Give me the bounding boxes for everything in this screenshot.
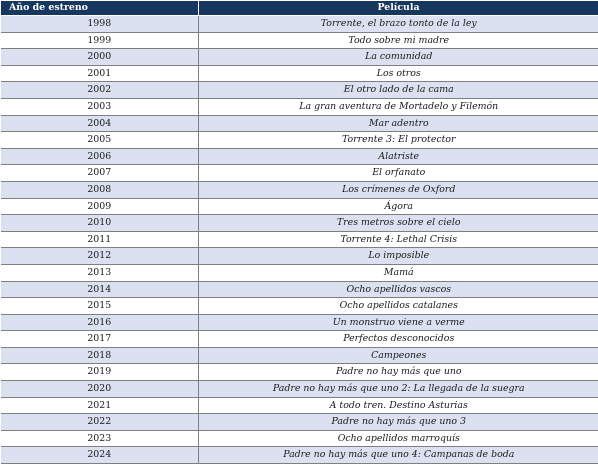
year-cell: 2021 bbox=[1, 397, 199, 414]
table-row bbox=[1, 248, 598, 265]
year-cell: 2019 bbox=[1, 364, 199, 381]
table-row bbox=[1, 314, 598, 331]
year-cell: 1998 bbox=[1, 16, 199, 33]
film-cell: Los otros bbox=[199, 65, 598, 82]
year-cell: 2016 bbox=[1, 314, 199, 331]
film-cell: Ágora bbox=[199, 198, 598, 215]
year-cell: 2013 bbox=[1, 264, 199, 281]
film-cell: Torrente, el brazo tonto de la ley bbox=[199, 16, 598, 33]
film-cell: Padre no hay más que uno 3 bbox=[199, 414, 598, 431]
film-cell: Padre no hay más que uno 2: La llegada de la suegra bbox=[199, 381, 598, 398]
table-row bbox=[1, 181, 598, 198]
table-row bbox=[1, 132, 598, 149]
film-cell: Un monstruo viene a verme bbox=[199, 314, 598, 331]
table-body bbox=[1, 16, 598, 464]
film-cell: Torrente 4: Lethal Crisis bbox=[199, 231, 598, 248]
table-row bbox=[1, 381, 598, 398]
film-cell: La comunidad bbox=[199, 49, 598, 66]
year-cell: 2002 bbox=[1, 82, 199, 99]
table-row bbox=[1, 231, 598, 248]
film-cell: La gran aventura de Mortadelo y Filemón bbox=[199, 98, 598, 115]
year-cell: 2000 bbox=[1, 49, 199, 66]
film-cell: Campeones bbox=[199, 347, 598, 364]
year-cell: 2010 bbox=[1, 215, 199, 232]
table-row bbox=[1, 115, 598, 132]
header-year: Año de estreno bbox=[1, 1, 199, 16]
table-row bbox=[1, 364, 598, 381]
film-cell: Ocho apellidos marroquís bbox=[199, 430, 598, 447]
table-row bbox=[1, 298, 598, 315]
film-cell: Ocho apellidos catalanes bbox=[199, 298, 598, 315]
film-cell: Alatriste bbox=[199, 148, 598, 165]
film-cell: Todo sobre mi madre bbox=[199, 32, 598, 49]
film-cell: Los crímenes de Oxford bbox=[199, 181, 598, 198]
table-row bbox=[1, 347, 598, 364]
year-cell: 2022 bbox=[1, 414, 199, 431]
header-film: Película bbox=[199, 1, 598, 16]
film-cell: Lo imposible bbox=[199, 248, 598, 265]
table-row bbox=[1, 331, 598, 348]
year-cell: 2001 bbox=[1, 65, 199, 82]
table-row bbox=[1, 447, 598, 464]
table-row bbox=[1, 414, 598, 431]
table-row bbox=[1, 397, 598, 414]
year-cell: 2012 bbox=[1, 248, 199, 265]
table-row bbox=[1, 49, 598, 66]
table-row bbox=[1, 430, 598, 447]
year-cell: 2018 bbox=[1, 347, 199, 364]
film-cell: Padre no hay más que uno 4: Campanas de boda bbox=[199, 447, 598, 464]
year-cell: 2006 bbox=[1, 148, 199, 165]
film-cell: Ocho apellidos vascos bbox=[199, 281, 598, 298]
year-cell: 2020 bbox=[1, 381, 199, 398]
year-cell: 2024 bbox=[1, 447, 199, 464]
header-row bbox=[1, 1, 598, 16]
year-cell: 2005 bbox=[1, 132, 199, 149]
table-row bbox=[1, 281, 598, 298]
table-row bbox=[1, 32, 598, 49]
year-cell: 2007 bbox=[1, 165, 199, 182]
table-row bbox=[1, 215, 598, 232]
film-cell: Torrente 3: El protector bbox=[199, 132, 598, 149]
table-row bbox=[1, 65, 598, 82]
year-cell: 2015 bbox=[1, 298, 199, 315]
table-row bbox=[1, 98, 598, 115]
table-header bbox=[1, 1, 598, 16]
film-cell: A todo tren. Destino Asturias bbox=[199, 397, 598, 414]
film-cell: Padre no hay más que uno bbox=[199, 364, 598, 381]
year-cell: 2017 bbox=[1, 331, 199, 348]
film-cell: Perfectos desconocidos bbox=[199, 331, 598, 348]
film-cell: Mar adentro bbox=[199, 115, 598, 132]
table-row bbox=[1, 148, 598, 165]
year-cell: 1999 bbox=[1, 32, 199, 49]
table-row bbox=[1, 264, 598, 281]
year-cell: 2023 bbox=[1, 430, 199, 447]
year-cell: 2004 bbox=[1, 115, 199, 132]
year-cell: 2003 bbox=[1, 98, 199, 115]
film-cell: El orfanato bbox=[199, 165, 598, 182]
year-cell: 2011 bbox=[1, 231, 199, 248]
film-cell: El otro lado de la cama bbox=[199, 82, 598, 99]
table-row bbox=[1, 165, 598, 182]
year-cell: 2008 bbox=[1, 181, 199, 198]
table-row bbox=[1, 82, 598, 99]
table-row bbox=[1, 198, 598, 215]
film-cell: Mamá bbox=[199, 264, 598, 281]
film-cell: Tres metros sobre el cielo bbox=[199, 215, 598, 232]
table-row bbox=[1, 16, 598, 33]
year-cell: 2009 bbox=[1, 198, 199, 215]
year-cell: 2014 bbox=[1, 281, 199, 298]
